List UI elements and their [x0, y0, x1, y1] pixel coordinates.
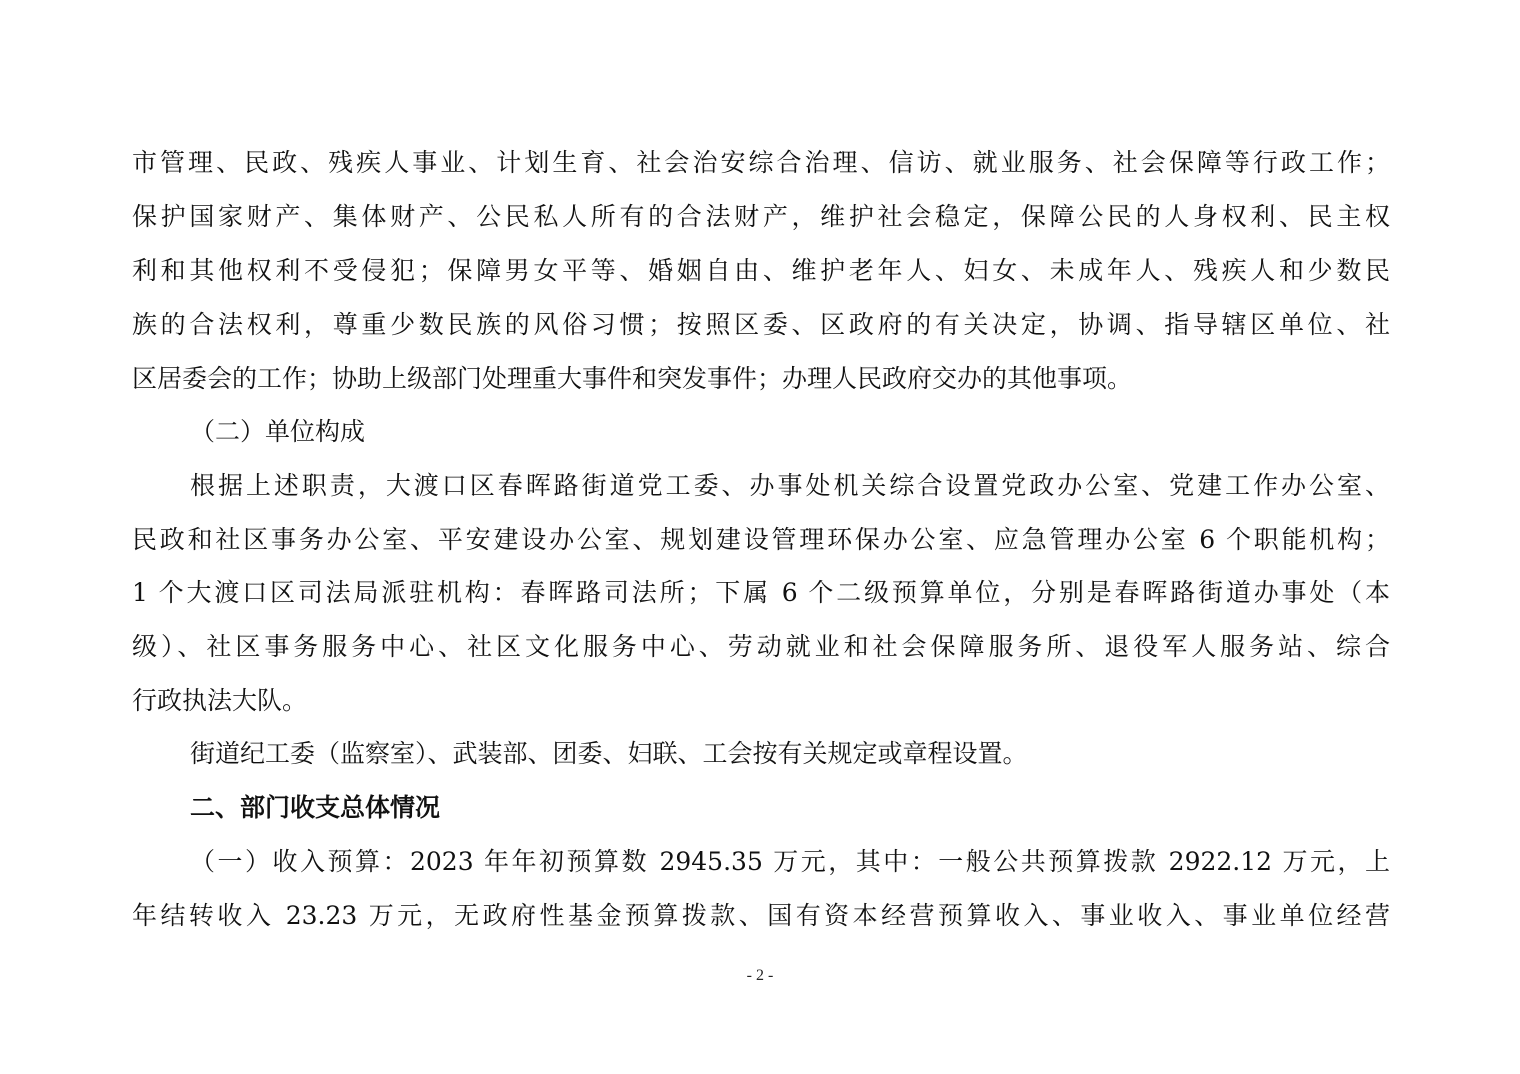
page-number: - 2 - [746, 967, 774, 984]
section-subheading: （二）单位构成 [190, 417, 366, 446]
body-text-line: （一）收入预算：2023 年年初预算数 2945.35 万元，其中：一般公共预算拨款 2922.12 万元，上 [190, 847, 1390, 876]
body-text-line: 区居委会的工作；协助上级部门处理重大事件和突发事件；办理人民政府交办的其他事项。 [132, 364, 1133, 393]
body-text-line: 行政执法大队。 [132, 686, 308, 715]
body-text-line: 年结转收入 23.23 万元，无政府性基金预算拨款、国有资本经营预算收入、事业收入、事业单位经营 [132, 901, 1390, 930]
body-text-line: 族的合法权利，尊重少数民族的风俗习惯；按照区委、区政府的有关决定，协调、指导辖区单位、社 [132, 310, 1390, 339]
body-text-line: 保护国家财产、集体财产、公民私人所有的合法财产，维护社会稳定，保障公民的人身权利、民主权 [132, 202, 1390, 231]
body-text-line: 市管理、民政、残疾人事业、计划生育、社会治安综合治理、信访、就业服务、社会保障等行政工作； [132, 148, 1390, 177]
section-heading: 二、部门收支总体情况 [190, 793, 441, 822]
body-text-line: 1 个大渡口区司法局派驻机构：春晖路司法所；下属 6 个二级预算单位，分别是春晖路街道办事处（本 [132, 578, 1390, 607]
body-text-line: 民政和社区事务办公室、平安建设办公室、规划建设管理环保办公室、应急管理办公室 6 个职能机构； [132, 525, 1390, 554]
body-text-line: 利和其他权利不受侵犯；保障男女平等、婚姻自由、维护老年人、妇女、未成年人、残疾人和少数民 [132, 256, 1390, 285]
body-text-line: 根据上述职责，大渡口区春晖路街道党工委、办事处机关综合设置党政办公室、党建工作办公室、 [190, 471, 1390, 500]
body-text-line: 级）、社区事务服务中心、社区文化服务中心、劳动就业和社会保障服务所、退役军人服务站、综合 [132, 632, 1390, 661]
body-text-line: 街道纪工委（监察室）、武装部、团委、妇联、工会按有关规定或章程设置。 [190, 739, 1028, 768]
